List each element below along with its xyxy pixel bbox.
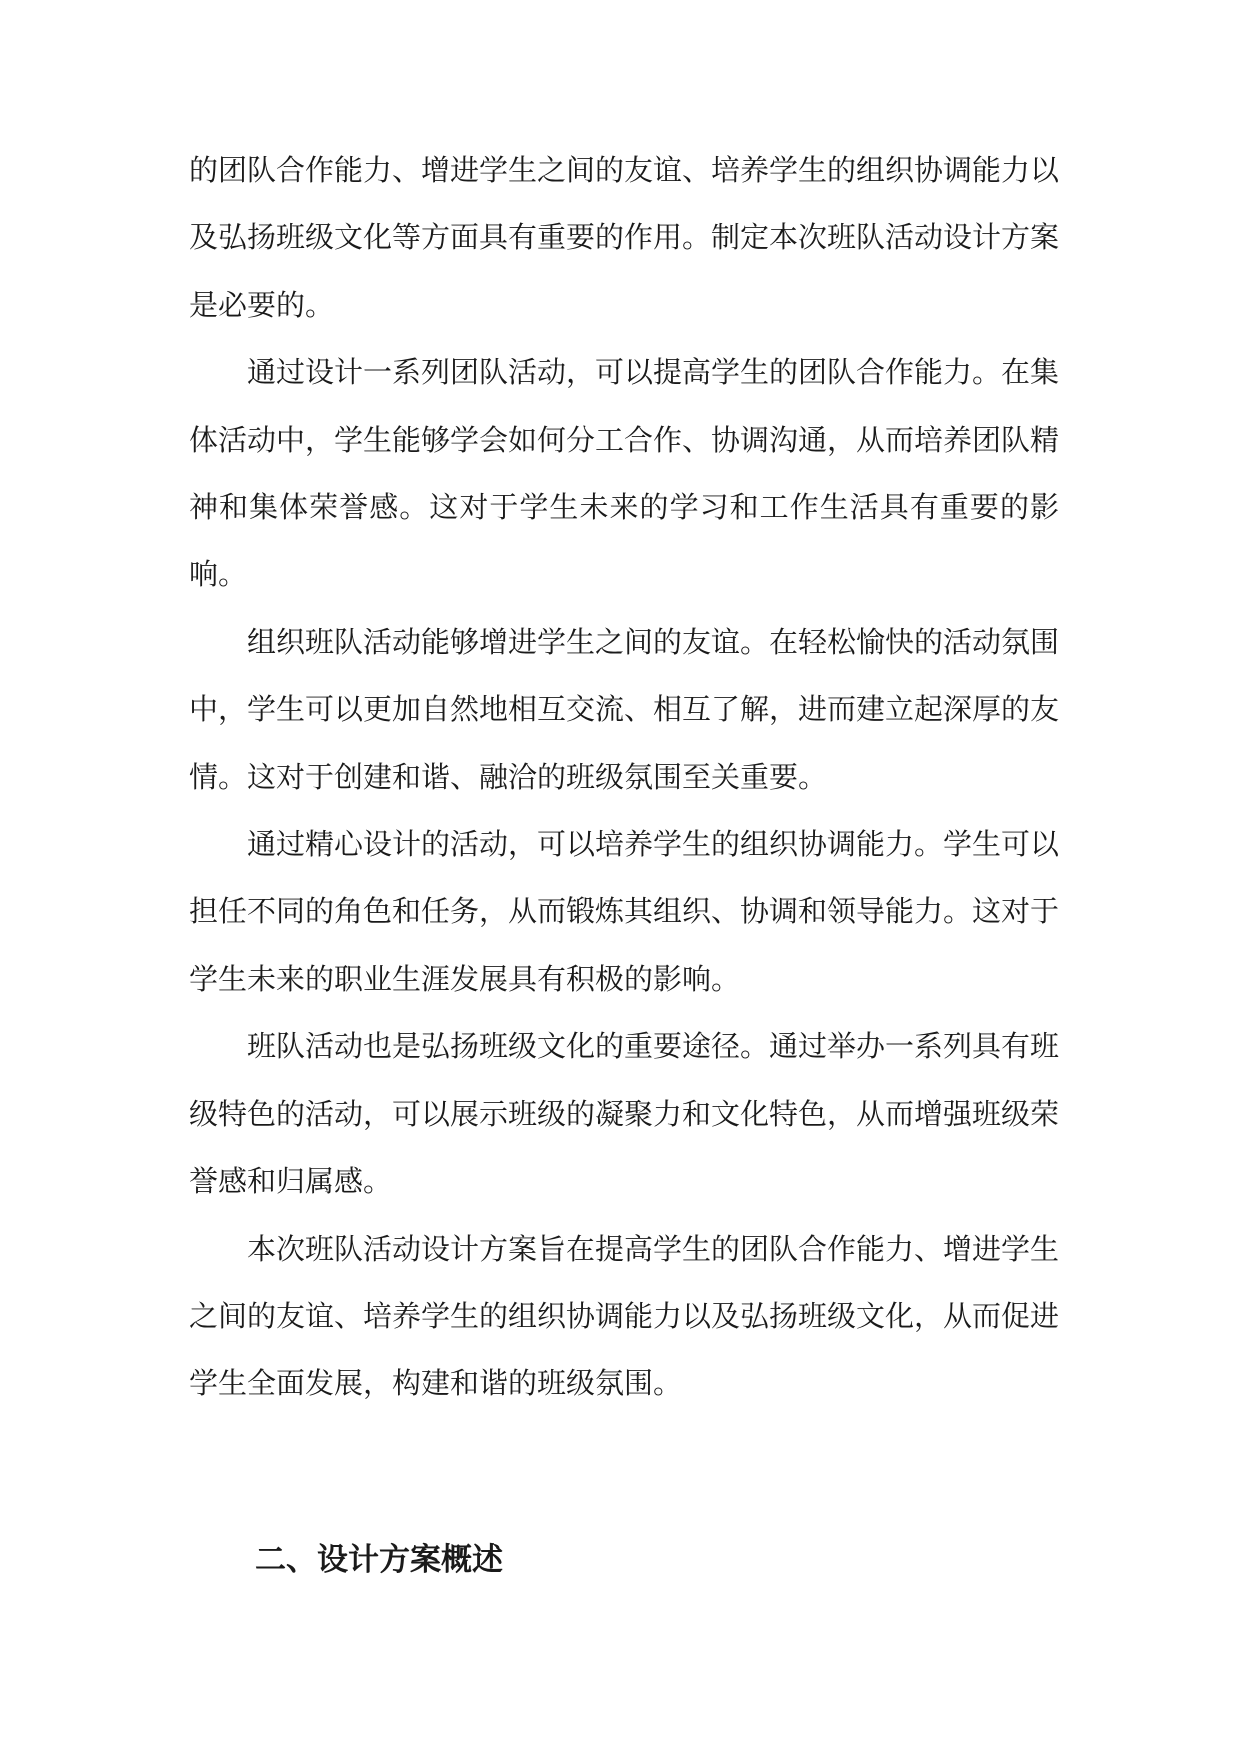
paragraph-2: 通过设计一系列团队活动，可以提高学生的团队合作能力。在集体活动中，学生能够学会如何分工合作、协调沟通，从而培养团队精神和集体荣誉感。这对于学生未来的学习和工作生活具有重要的影响。 [189,355,1060,592]
paragraph-6: 本次班队活动设计方案旨在提高学生的团队合作能力、增进学生之间的友谊、培养学生的组织协调能力以及弘扬班级文化，从而促进学生全面发展，构建和谐的班级氛围。 [189,1231,1060,1401]
paragraph-3: 组织班队活动能够增进学生之间的友谊。在轻松愉快的活动氛围中，学生可以更加自然地相互交流、相互了解，进而建立起深厚的友情。这对于创建和谐、融洽的班级氛围至关重要。 [189,624,1060,794]
body-text [189,137,1059,1418]
section-heading: 二、设计方案概述 [255,1542,503,1578]
paragraph-5: 班队活动也是弘扬班级文化的重要途径。通过举办一系列具有班级特色的活动，可以展示班级的凝聚力和文化特色，从而增强班级荣誉感和归属感。 [189,1029,1060,1199]
paragraph-1: 的团队合作能力、增进学生之间的友谊、培养学生的组织协调能力以及弘扬班级文化等方面具有重要的作用。制定本次班队活动设计方案是必要的。 [189,153,1060,322]
paragraph-4: 通过精心设计的活动，可以培养学生的组织协调能力。学生可以担任不同的角色和任务，从而锻炼其组织、协调和领导能力。这对于学生未来的职业生涯发展具有积极的影响。 [189,827,1060,996]
